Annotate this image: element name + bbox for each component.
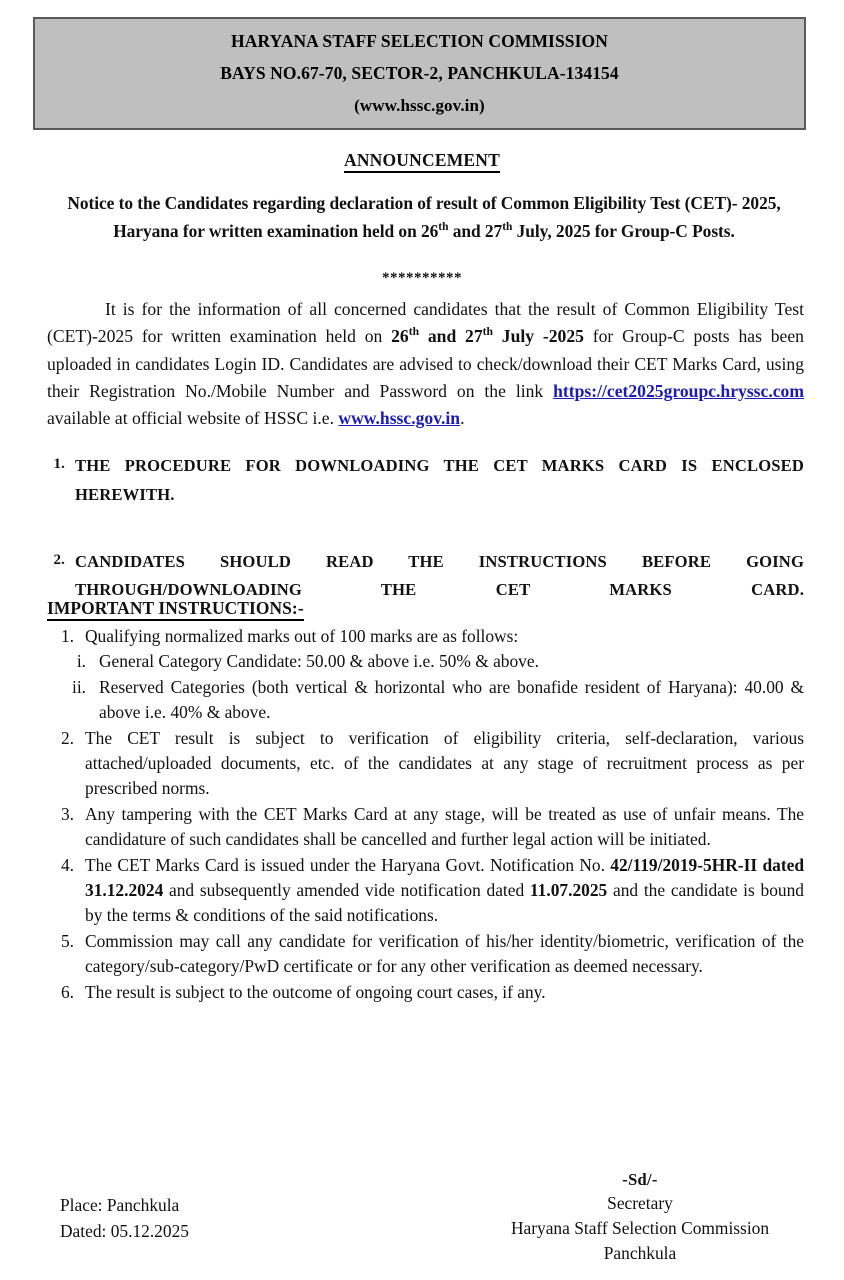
signature-block bbox=[455, 1168, 825, 1266]
instruction-subtext-ii: Reserved Categories (both vertical & horizontal who are bonafide resident of Haryana): 40.00 & above i.e. 40% & above. bbox=[99, 676, 804, 723]
exam-date-bold-tail: July -2025 bbox=[492, 326, 584, 347]
exam-date-sup-2: th bbox=[482, 325, 493, 339]
instruction-submarker-i: i. bbox=[76, 651, 86, 672]
notice-sup-2: th bbox=[502, 220, 513, 233]
instruction-item-6 bbox=[47, 980, 804, 1005]
instruction-item-5 bbox=[47, 929, 804, 980]
body-lead-text: It is for the information of all concerned candidates that the result of Common Eligibility Test (CET)-2025 for written examination held on bbox=[47, 299, 804, 347]
instruction-text-3: Any tampering with the CET Marks Card at any stage, will be treated as use of unfair means. The candidature of such candidates shall be cancelled and further legal action will be initiated. bbox=[85, 803, 804, 850]
capital-point-marker: 2. bbox=[53, 551, 65, 568]
instruction-4-part-c: and subsequently amended vide notification dated bbox=[163, 880, 530, 901]
instruction-marker-3: 3. bbox=[60, 803, 74, 824]
instruction-text-1: Qualifying normalized marks out of 100 marks are as follows: bbox=[85, 626, 519, 646]
instruction-item-1 bbox=[47, 624, 804, 649]
exam-date-sup-1: th bbox=[408, 325, 420, 339]
instruction-4-part-e: and the candidate is bound by the terms & conditions of the said notifications. bbox=[85, 880, 805, 926]
instruction-marker-5: 5. bbox=[60, 930, 74, 951]
hssc-website-link[interactable]: www.hssc.gov.in bbox=[338, 408, 461, 429]
notification-number: 42/119/2019-5HR-II dated 31.12.2024 bbox=[85, 854, 804, 901]
instruction-item-2 bbox=[47, 726, 804, 802]
instruction-text-5: Commission may call any candidate for verification of his/her identity/biometric, verification of the category/sub-category/PwD certificate or for any other verification as deemed necessary. bbox=[85, 930, 804, 977]
instruction-item-4 bbox=[47, 853, 804, 929]
instruction-marker-6: 6. bbox=[60, 981, 74, 1002]
body-end-text: . bbox=[460, 408, 465, 429]
important-instructions-heading bbox=[47, 598, 304, 619]
cet-marks-card-link[interactable]: https://cet2025groupc.hryssc.com bbox=[553, 380, 804, 401]
notice-sup-1: th bbox=[438, 220, 449, 233]
instruction-4-part-a: The CET Marks Card is issued under the Haryana Govt. Notification No. bbox=[85, 854, 611, 875]
instruction-submarker-ii: ii. bbox=[71, 676, 86, 697]
signature-designation: Secretary bbox=[607, 1193, 673, 1214]
instruction-subtext-i: General Category Candidate: 50.00 & above i.e. 50% & above. bbox=[99, 651, 539, 672]
instructions-list bbox=[47, 624, 804, 1005]
notice-title bbox=[48, 190, 800, 245]
notice-title-part-2: and 27 bbox=[448, 220, 503, 241]
organization-name: HARYANA STAFF SELECTION COMMISSION bbox=[231, 31, 608, 51]
dated-line: Dated: 05.12.2025 bbox=[60, 1220, 189, 1241]
instruction-marker-2: 2. bbox=[60, 727, 74, 748]
amendment-date: 11.07.2025 bbox=[529, 880, 608, 901]
organization-website: (www.hssc.gov.in) bbox=[354, 95, 485, 115]
important-instructions-heading-text: IMPORTANT INSTRUCTIONS:- bbox=[47, 598, 304, 621]
notice-title-part-3: July, 2025 for Group-C Posts. bbox=[512, 220, 735, 241]
announcement-heading bbox=[0, 150, 844, 171]
signature-organization: Haryana Staff Selection Commission bbox=[510, 1218, 770, 1239]
letterhead-box bbox=[33, 17, 806, 130]
body-paragraph bbox=[47, 296, 804, 432]
signature-city: Panchkula bbox=[603, 1242, 677, 1263]
body-after-link-text: available at official website of HSSC i.e. bbox=[47, 408, 339, 429]
instruction-item-3 bbox=[47, 802, 804, 853]
capital-point-marker: 1. bbox=[53, 456, 65, 472]
instruction-text-2: The CET result is subject to verification of eligibility criteria, self-declaration, various attached/uploaded documents, etc. of the candidates at any stage of recruitment process as per prescribed norms. bbox=[85, 727, 804, 799]
instruction-marker-1: 1. bbox=[60, 626, 74, 646]
instruction-subitem-i bbox=[47, 649, 804, 674]
capital-point-text: CANDIDATES SHOULD READ THE INSTRUCTIONS BEFORE GOING THROUGH/DOWNLOADING THE CET MARKS CARD. bbox=[75, 551, 804, 600]
capital-point-text: THE PROCEDURE FOR DOWNLOADING THE CET MARKS CARD IS ENCLOSED HEREWITH. bbox=[75, 456, 804, 504]
announcement-heading-text: ANNOUNCEMENT bbox=[344, 150, 500, 173]
signature-sd: -Sd/- bbox=[622, 1170, 658, 1189]
instruction-text-4 bbox=[85, 853, 804, 929]
instruction-subitem-ii bbox=[47, 675, 804, 726]
organization-address: BAYS NO.67-70, SECTOR-2, PANCHKULA-134154 bbox=[220, 62, 619, 83]
capital-point-item bbox=[47, 452, 804, 538]
exam-date-bold-mid: and 27 bbox=[419, 326, 483, 347]
instruction-text-6: The result is subject to the outcome of ongoing court cases, if any. bbox=[85, 981, 546, 1002]
place-line: Place: Panchkula bbox=[60, 1195, 180, 1215]
body-mid-text: for Group-C posts has been uploaded in candidates Login ID. Candidates are advised to check/download their CET Marks Card, using their Registration No./Mobile Number and Password on the link bbox=[47, 326, 804, 401]
notice-title-part-1: Notice to the Candidates regarding declaration of result of Common Eligibility Test (CET)- 2025, Haryana for written examination held on 26 bbox=[67, 193, 781, 241]
place-date-block bbox=[60, 1193, 189, 1245]
exam-date-bold-1: 26 bbox=[391, 326, 409, 347]
asterisk-divider: ********** bbox=[382, 270, 462, 286]
instruction-marker-4: 4. bbox=[60, 854, 74, 875]
